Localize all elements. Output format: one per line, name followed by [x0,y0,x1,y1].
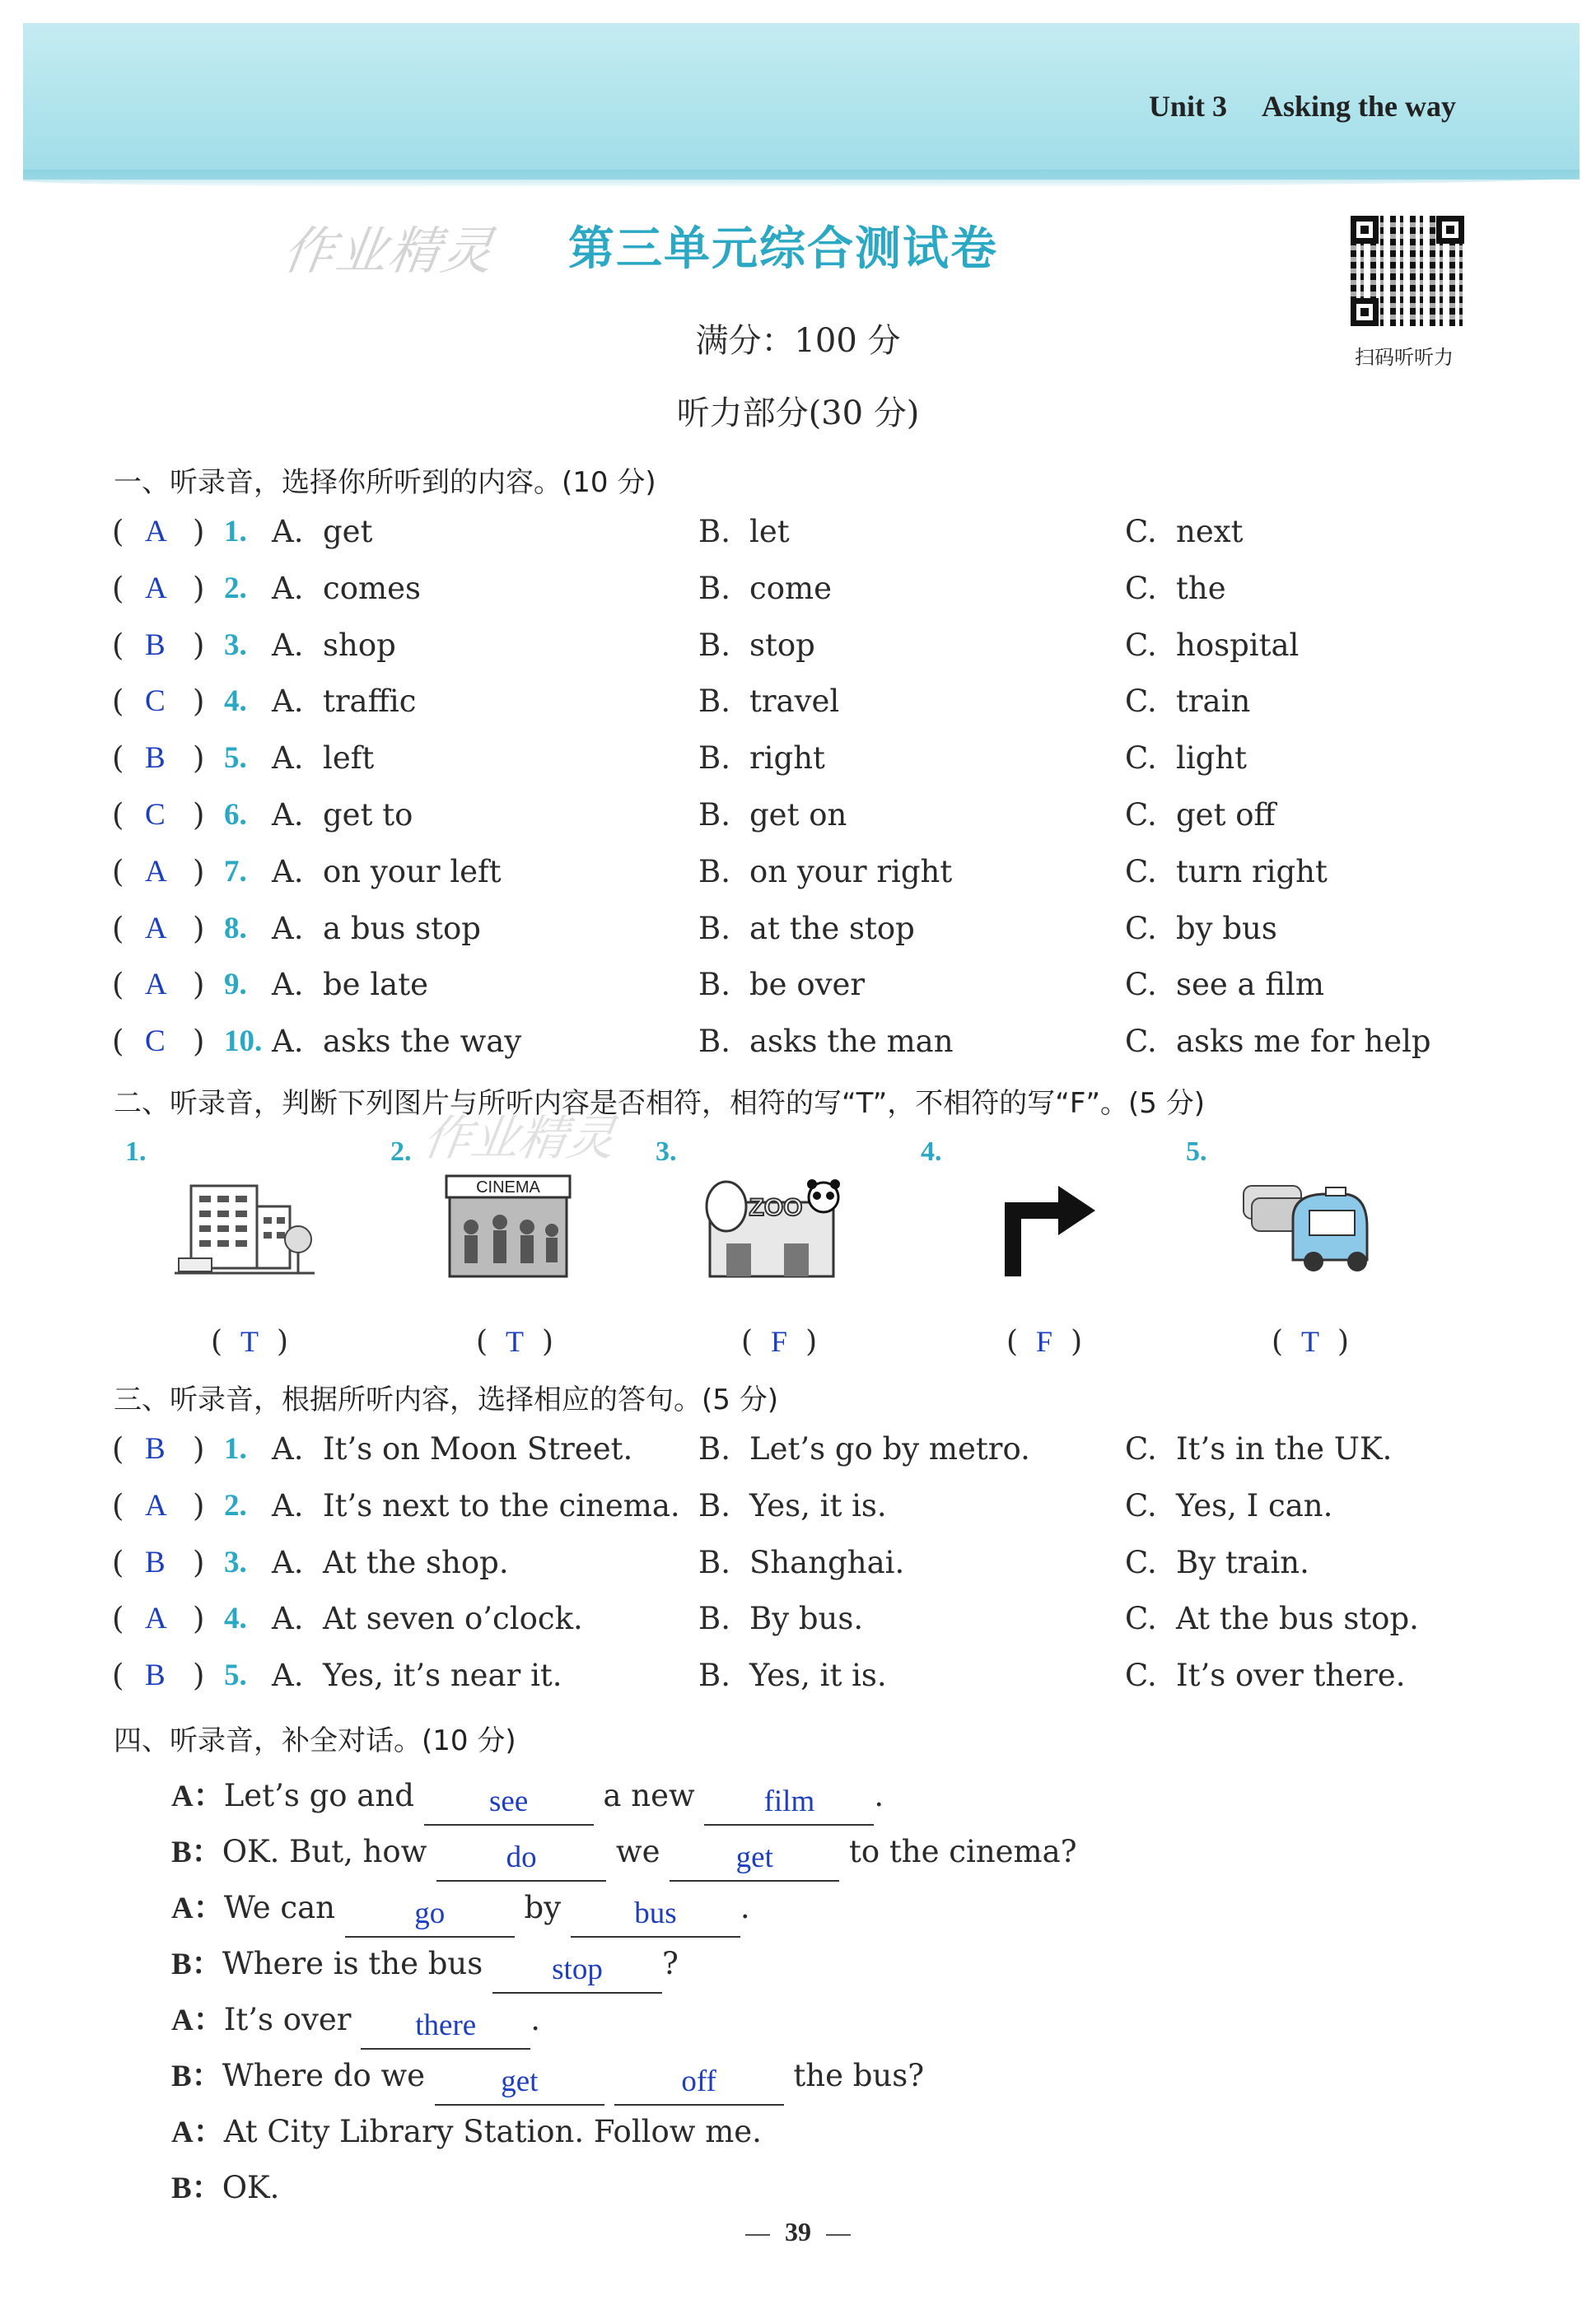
dialog-line: B：Where do we get off the bus? [171,2050,924,2093]
question-row [112,740,1528,781]
question-number: 5. [224,741,247,776]
question-row [112,797,1528,838]
dialog-line: A：It’s over there . [171,1994,540,2037]
picture-answer: ( T ) [1272,1325,1350,1359]
picture-answer: ( T ) [476,1325,554,1359]
answer-blank[interactable]: film [704,1788,874,1826]
option-b: B. come [698,570,832,606]
question-row [112,514,1528,555]
qr-finder-icon [1351,216,1379,244]
option-a: A. on your left [272,853,502,889]
option-b: B. By bus. [698,1601,864,1637]
question-number: 1. [224,1432,247,1466]
part2-heading: 二、听录音，判断下列图片与所听内容是否相符，相符的写“T”，不相符的写“F”。(5 分) [114,1087,1206,1120]
dialog-line: A：We can go by bus . [171,1882,750,1925]
page-number: 39 [0,2217,1596,2247]
dialog-line: A：Let’s go and see a new film . [171,1770,884,1813]
full-score: 满分：100 分 [695,322,901,360]
cinema-icon [438,1169,578,1285]
question-number: 2. [224,1488,247,1523]
picture-number: 1. [125,1136,147,1167]
question-row [112,1431,1528,1472]
answer-slot[interactable]: ( B ) [112,1431,205,1467]
question-row [112,854,1528,895]
part3-heading: 三、听录音，根据所听内容，选择相应的答句。(5 分) [114,1383,778,1416]
dialog-line: B：Where is the bus stop ? [171,1938,679,1981]
picture-answer: ( T ) [211,1325,289,1359]
turn-right-arrow-icon [972,1169,1112,1285]
picture-number: 3. [656,1136,677,1167]
question-number: 7. [224,854,247,889]
option-a: A. asks the way [272,1024,522,1060]
option-a: A. comes [272,570,421,606]
question-number: 9. [224,968,247,1002]
picture-answer: ( F ) [1006,1325,1083,1359]
answer-slot[interactable]: ( A ) [112,1487,205,1523]
option-a: A. a bus stop [272,910,481,946]
question-row [112,1488,1528,1529]
answer-blank[interactable]: get [670,1844,839,1882]
option-c: C. the [1125,570,1226,606]
option-b: B. be over [698,967,866,1003]
question-row [112,1658,1528,1699]
question-row [112,911,1528,952]
dialog-line: B：OK. But, how do we get to the cinema? [171,1826,1077,1869]
question-row [112,1024,1528,1065]
answer-slot[interactable]: ( A ) [112,967,205,1003]
watermark-logo: 作业精灵 [279,221,499,281]
answer-blank[interactable]: go [345,1900,515,1938]
answer-slot[interactable]: ( C ) [112,1024,205,1060]
answer-slot[interactable]: ( B ) [112,1544,205,1580]
option-a: A. At seven o’clock. [272,1601,583,1637]
option-a: A. traffic [272,683,417,720]
watermark-logo: 作业精灵 [419,1110,619,1166]
option-c: C. next [1125,514,1244,549]
option-a: A. get [272,514,373,549]
answer-blank[interactable]: bus [571,1900,740,1938]
question-row [112,1601,1528,1642]
page-title: 第三单元综合测试卷 [568,222,998,276]
option-b: B. stop [698,627,815,663]
option-c: C. asks me for help [1125,1024,1431,1060]
question-row [112,627,1528,669]
option-c: C. by bus [1125,910,1277,946]
answer-blank[interactable]: see [424,1788,594,1826]
answer-slot[interactable]: ( A ) [112,514,205,549]
answer-slot[interactable]: ( A ) [112,853,205,889]
option-b: B. at the stop [698,910,915,946]
option-c: C. light [1125,740,1248,777]
option-b: B. on your right [698,853,953,889]
option-b: B. get on [698,797,847,833]
picture-answer: ( F ) [741,1325,818,1359]
answer-slot[interactable]: ( A ) [112,910,205,946]
option-c: C. At the bus stop. [1125,1601,1419,1637]
question-number: 8. [224,911,247,945]
picture-number: 4. [921,1136,942,1167]
picture-number: 5. [1186,1136,1207,1167]
question-number: 6. [224,798,247,832]
building-icon [175,1169,315,1285]
question-row [112,571,1528,612]
option-a: A. It’s on Moon Street. [272,1431,633,1467]
question-number: 4. [224,684,247,719]
option-c: C. turn right [1125,853,1328,889]
option-b: B. travel [698,683,840,720]
option-c: C. Yes, I can. [1125,1487,1333,1523]
option-b: B. let [698,514,790,549]
option-a: A. It’s next to the cinema. [272,1487,680,1523]
question-number: 5. [224,1659,247,1693]
option-b: B. Let’s go by metro. [698,1431,1030,1467]
option-b: B. Yes, it is. [698,1658,887,1694]
answer-blank[interactable]: get [435,2068,604,2106]
question-number: 2. [224,571,247,605]
question-number: 3. [224,627,247,662]
answer-slot[interactable]: ( C ) [112,797,205,833]
option-b: B. Yes, it is. [698,1487,887,1523]
answer-blank[interactable]: off [614,2068,784,2106]
answer-slot[interactable]: ( A ) [112,570,205,606]
qr-caption: 扫码听听力 [1355,346,1454,369]
cinema-sign: CINEMA [476,1178,540,1197]
answer-blank[interactable]: there [361,2012,530,2050]
part4-heading: 四、听录音，补全对话。(10 分) [114,1724,516,1757]
unit-header: Unit 3 Asking the way [1148,90,1456,123]
option-a: A. left [272,740,375,777]
answer-slot[interactable]: ( C ) [112,683,205,720]
qr-finder-icon [1436,216,1464,244]
option-a: A. be late [272,967,429,1003]
part1-heading: 一、听录音，选择你所听到的内容。(10 分) [114,466,656,499]
question-number: 1. [224,515,247,548]
option-a: A. shop [272,627,396,663]
question-row [112,967,1528,1008]
answer-slot[interactable]: ( A ) [112,1601,205,1637]
section-title: 听力部分(30 分) [676,394,920,432]
option-c: C. It’s in the UK. [1125,1431,1393,1467]
option-c: C. By train. [1125,1544,1309,1580]
picture-number: 2. [390,1136,412,1167]
question-number: 4. [224,1602,247,1636]
option-a: A. Yes, it’s near it. [272,1658,562,1694]
option-b: B. Shanghai. [698,1544,905,1580]
option-b: B. right [698,740,825,777]
option-c: C. train [1125,683,1251,720]
answer-slot[interactable]: ( B ) [112,627,205,663]
option-a: A. get to [272,797,413,833]
zoo-icon [702,1169,842,1285]
option-c: C. see a film [1125,967,1324,1003]
question-row [112,1545,1528,1586]
zoo-sign: ZOO [749,1194,803,1221]
option-c: C. get off [1125,797,1276,833]
dialog-line: A：At City Library Station. Follow me. [171,2114,762,2149]
answer-slot[interactable]: ( B ) [112,740,205,777]
option-c: C. It’s over there. [1125,1658,1406,1694]
question-number: 3. [224,1545,247,1579]
question-row [112,683,1528,725]
answer-blank[interactable]: do [436,1844,606,1882]
option-a: A. At the shop. [272,1544,509,1580]
dialog-line: B：OK. [171,2170,280,2205]
option-b: B. asks the man [698,1024,954,1060]
taxi-icon [1235,1169,1375,1285]
answer-blank[interactable]: stop [492,1956,662,1994]
option-c: C. hospital [1125,627,1300,663]
answer-slot[interactable]: ( B ) [112,1658,205,1694]
question-number: 10. [224,1024,263,1059]
